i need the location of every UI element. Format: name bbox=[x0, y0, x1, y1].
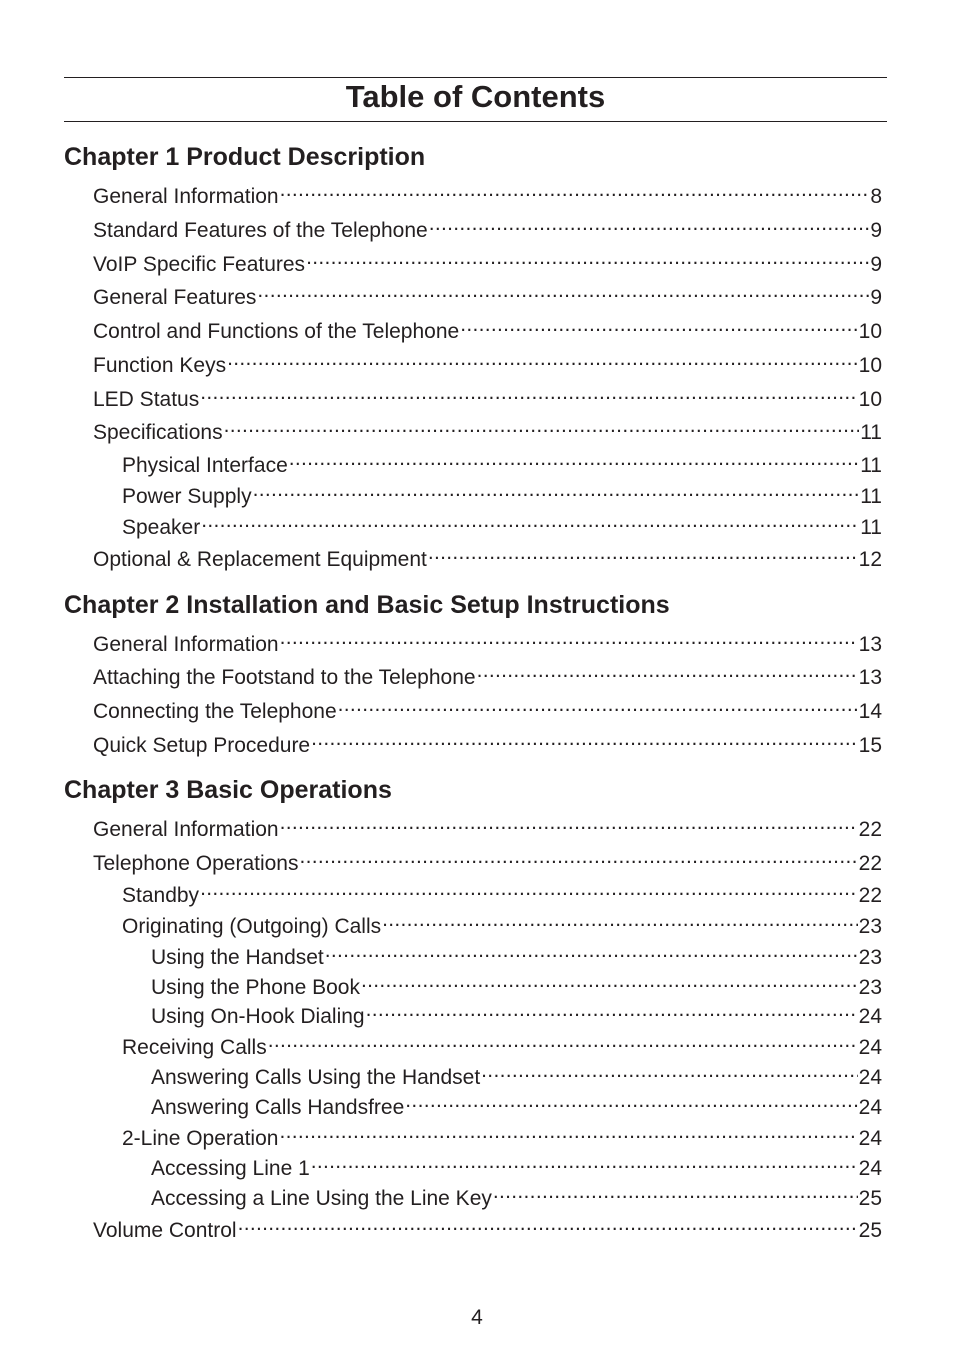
dot-leader bbox=[299, 850, 857, 870]
toc-entry-label: Receiving Calls bbox=[122, 1036, 267, 1059]
toc-entry-page: 13 bbox=[858, 666, 882, 689]
dot-leader bbox=[361, 974, 858, 994]
chapter-heading: Chapter 3 Basic Operations bbox=[64, 776, 392, 804]
toc-entry-page: 25 bbox=[858, 1219, 882, 1242]
toc-entry-page: 24 bbox=[858, 1005, 882, 1028]
toc-entry-page: 9 bbox=[870, 219, 882, 242]
dot-leader bbox=[311, 732, 858, 752]
page-title: Table of Contents bbox=[345, 79, 606, 114]
toc-entry[interactable] bbox=[93, 419, 882, 446]
dot-leader bbox=[405, 1094, 857, 1114]
toc-entry-page: 24 bbox=[858, 1036, 882, 1059]
dot-leader bbox=[338, 698, 858, 718]
dot-leader bbox=[280, 183, 870, 203]
toc-entry-page: 8 bbox=[870, 185, 882, 208]
toc-entry-page: 22 bbox=[858, 818, 882, 841]
toc-entry-page: 22 bbox=[858, 852, 882, 875]
toc-entry[interactable] bbox=[93, 546, 882, 573]
toc-entry-page: 15 bbox=[858, 734, 882, 757]
toc-entry-page: 24 bbox=[858, 1127, 882, 1150]
dot-leader bbox=[289, 452, 859, 472]
dot-leader bbox=[493, 1185, 858, 1205]
toc-entry[interactable] bbox=[93, 217, 882, 244]
toc-entry-page: 23 bbox=[858, 915, 882, 938]
toc-entry[interactable] bbox=[93, 284, 882, 311]
toc-entry-page: 24 bbox=[858, 1066, 882, 1089]
toc-entry[interactable] bbox=[93, 183, 882, 210]
dot-leader bbox=[201, 514, 859, 534]
toc-entry[interactable] bbox=[93, 352, 882, 379]
toc-entry-label: Quick Setup Procedure bbox=[93, 734, 311, 757]
toc-entry-page: 14 bbox=[858, 700, 882, 723]
toc-entry-page: 12 bbox=[858, 548, 882, 571]
toc-entry-page: 10 bbox=[858, 388, 882, 411]
toc-entry-page: 22 bbox=[858, 884, 882, 907]
dot-leader bbox=[257, 284, 869, 304]
chapter-heading: Chapter 1 Product Description bbox=[64, 143, 426, 171]
toc-entry-label: Accessing Line 1 bbox=[151, 1157, 310, 1180]
toc-entry-label: Originating (Outgoing) Calls bbox=[122, 915, 382, 938]
toc-subentry[interactable] bbox=[122, 514, 882, 541]
toc-entry-page: 10 bbox=[858, 354, 882, 377]
dot-leader bbox=[325, 944, 858, 964]
toc-entry-label: Specifications bbox=[93, 421, 223, 444]
toc-entry[interactable] bbox=[93, 664, 882, 691]
toc-entry[interactable] bbox=[93, 816, 882, 843]
title-bottom-rule bbox=[64, 121, 887, 122]
toc-entry-label: Using On-Hook Dialing bbox=[151, 1005, 365, 1028]
toc-entry-label: Standard Features of the Telephone bbox=[93, 219, 428, 242]
dot-leader bbox=[428, 546, 858, 566]
toc-entry-page: 23 bbox=[858, 976, 882, 999]
dot-leader bbox=[279, 1125, 857, 1145]
toc-subsubentry[interactable] bbox=[151, 1155, 882, 1182]
toc-entry-page: 11 bbox=[860, 516, 882, 539]
toc-entry-page: 9 bbox=[870, 253, 882, 276]
dot-leader bbox=[200, 386, 857, 406]
toc-subsubentry[interactable] bbox=[151, 1003, 882, 1030]
toc-subentry[interactable] bbox=[122, 913, 882, 940]
toc-entry[interactable] bbox=[93, 631, 882, 658]
toc-entry-page: 11 bbox=[860, 421, 882, 444]
dot-leader bbox=[238, 1217, 858, 1237]
toc-entry-label: Speaker bbox=[122, 516, 201, 539]
toc-entry[interactable] bbox=[93, 732, 882, 759]
toc-entry-label: General Features bbox=[93, 286, 257, 309]
toc-subsubentry[interactable] bbox=[151, 944, 882, 971]
dot-leader bbox=[382, 913, 858, 933]
toc-entry-page: 25 bbox=[858, 1187, 882, 1210]
toc-entry-page: 11 bbox=[860, 485, 882, 508]
toc-entry[interactable] bbox=[93, 386, 882, 413]
dot-leader bbox=[429, 217, 870, 237]
toc-entry-label: Answering Calls Handsfree bbox=[151, 1096, 405, 1119]
toc-entry-label: 2-Line Operation bbox=[122, 1127, 279, 1150]
toc-entry-label: General Information bbox=[93, 818, 279, 841]
dot-leader bbox=[481, 1064, 857, 1084]
dot-leader bbox=[268, 1034, 858, 1054]
toc-entry[interactable] bbox=[93, 318, 882, 345]
toc-entry-page: 9 bbox=[870, 286, 882, 309]
toc-subsubentry[interactable] bbox=[151, 1185, 882, 1212]
dot-leader bbox=[311, 1155, 858, 1175]
toc-entry-label: Using the Phone Book bbox=[151, 976, 360, 999]
toc-entry-label: Control and Functions of the Telephone bbox=[93, 320, 460, 343]
toc-entry[interactable] bbox=[93, 251, 882, 278]
toc-entry-page: 24 bbox=[858, 1157, 882, 1180]
toc-entry-page: 23 bbox=[858, 946, 882, 969]
toc-entry-label: Using the Handset bbox=[151, 946, 324, 969]
toc-entry-page: 13 bbox=[858, 633, 882, 656]
dot-leader bbox=[280, 631, 858, 651]
toc-subentry[interactable] bbox=[122, 452, 882, 479]
toc-subsubentry[interactable] bbox=[151, 1064, 882, 1091]
toc-entry-label: Telephone Operations bbox=[93, 852, 299, 875]
page-number: 4 bbox=[471, 1306, 483, 1329]
toc-entry-label: VoIP Specific Features bbox=[93, 253, 306, 276]
toc-subsubentry[interactable] bbox=[151, 974, 882, 1001]
toc-entry-label: Optional & Replacement Equipment bbox=[93, 548, 427, 571]
toc-entry[interactable] bbox=[93, 1217, 882, 1244]
toc-entry-label: Physical Interface bbox=[122, 454, 288, 477]
toc-subentry[interactable] bbox=[122, 882, 882, 909]
dot-leader bbox=[477, 664, 858, 684]
chapter-heading: Chapter 2 Installation and Basic Setup Instructions bbox=[64, 591, 670, 619]
toc-entry-page: 24 bbox=[858, 1096, 882, 1119]
toc-entry-label: Attaching the Footstand to the Telephone bbox=[93, 666, 476, 689]
toc-entry-page: 11 bbox=[860, 454, 882, 477]
toc-entry-label: Standby bbox=[122, 884, 200, 907]
toc-entry-label: LED Status bbox=[93, 388, 200, 411]
toc-entry-label: Function Keys bbox=[93, 354, 227, 377]
toc-entry-label: Answering Calls Using the Handset bbox=[151, 1066, 481, 1089]
toc-entry-label: Power Supply bbox=[122, 485, 252, 508]
dot-leader bbox=[253, 483, 860, 503]
toc-entry-label: Volume Control bbox=[93, 1219, 237, 1242]
toc-subentry[interactable] bbox=[122, 483, 882, 510]
toc-subentry[interactable] bbox=[122, 1034, 882, 1061]
dot-leader bbox=[224, 419, 860, 439]
toc-entry-label: General Information bbox=[93, 185, 279, 208]
dot-leader bbox=[460, 318, 857, 338]
dot-leader bbox=[200, 882, 858, 902]
dot-leader bbox=[227, 352, 858, 372]
dot-leader bbox=[366, 1003, 858, 1023]
dot-leader bbox=[306, 251, 869, 271]
dot-leader bbox=[280, 816, 858, 836]
toc-entry[interactable] bbox=[93, 698, 882, 725]
toc-entry-label: Connecting the Telephone bbox=[93, 700, 337, 723]
toc-subsubentry[interactable] bbox=[151, 1094, 882, 1121]
toc-subentry[interactable] bbox=[122, 1125, 882, 1152]
toc-entry-label: General Information bbox=[93, 633, 279, 656]
toc-entry-page: 10 bbox=[858, 320, 882, 343]
toc-entry-label: Accessing a Line Using the Line Key bbox=[151, 1187, 492, 1210]
toc-entry[interactable] bbox=[93, 850, 882, 877]
